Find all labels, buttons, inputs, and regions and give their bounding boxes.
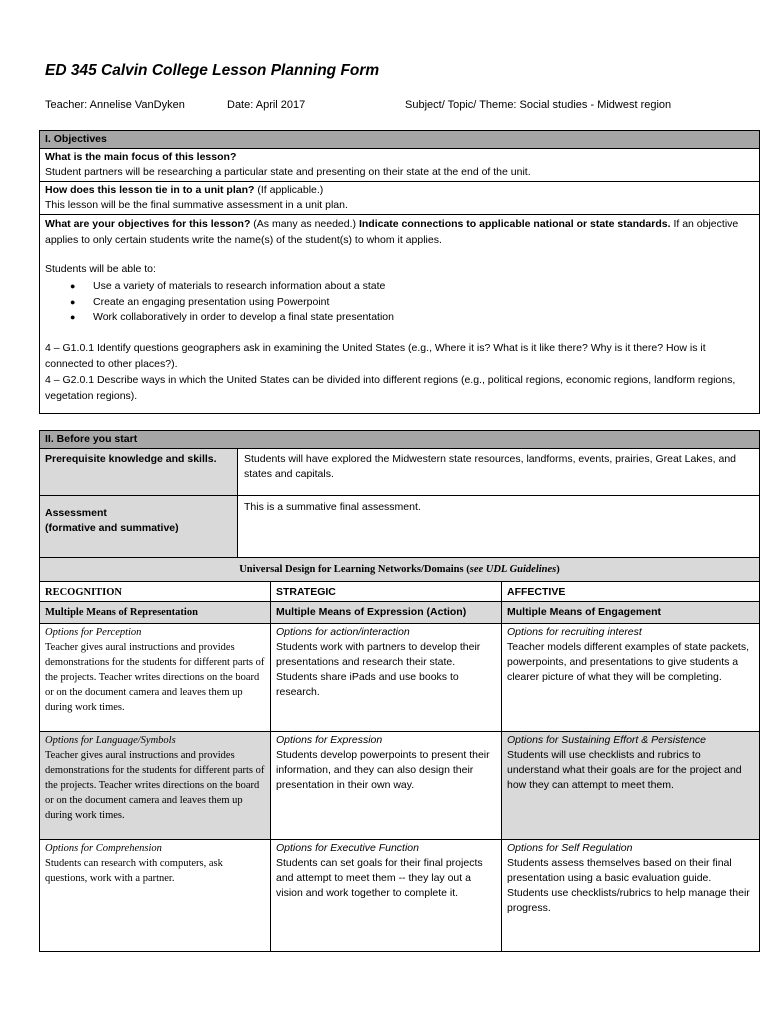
udl-cell-text: Students work with partners to develop their presentations and research their state. Students share iPads and use books to research.	[276, 641, 481, 698]
col-head-recognition: RECOGNITION	[40, 582, 271, 602]
udl-cell-label: Options for recruiting interest	[507, 626, 642, 638]
list-item: ● Work collaboratively in order to develop a final state presentation	[93, 310, 754, 326]
objectives-header: I. Objectives	[40, 131, 760, 149]
list-item: ● Create an engaging presentation using Powerpoint	[93, 295, 754, 311]
udl-cell-label: Options for Sustaining Effort & Persistence	[507, 734, 707, 746]
udl-cell-label: Options for Self Regulation	[507, 842, 633, 854]
udl-cell-text: Teacher gives aural instructions and provides demonstrations for the students for different parts of the projects. Teacher writes directions on the board or on the document camera and leaves them up during work times.	[45, 642, 265, 713]
assessment-text: This is a summative final assessment.	[238, 496, 760, 566]
before-table	[39, 430, 760, 566]
udl-cell-executive	[271, 840, 502, 952]
udl-table	[39, 557, 760, 952]
teacher-field: Teacher: Annelise VanDyken	[45, 99, 185, 111]
col-head-affective: AFFECTIVE	[502, 582, 760, 602]
col-sub-expression: Multiple Means of Expression (Action)	[271, 602, 502, 624]
list-item: ● Use a variety of materials to research information about a state	[93, 279, 754, 295]
before-header: II. Before you start	[40, 431, 760, 449]
unit-plan-note: (If applicable.)	[254, 184, 324, 196]
udl-cell-label: Options for Perception	[45, 627, 142, 638]
udl-cell-label: Options for Language/Symbols	[45, 735, 176, 746]
col-head-strategic: STRATEGIC	[271, 582, 502, 602]
objectives-cell	[40, 215, 760, 414]
objectives-instruction-tail: If an objective applies to only certain students write the name(s) of the student(s) to whom it applies.	[45, 218, 739, 246]
udl-cell-self-regulation	[502, 840, 760, 952]
objectives-table	[39, 130, 760, 414]
udl-guidelines-link[interactable]: see UDL Guidelines	[469, 564, 557, 575]
main-focus-question: What is the main focus of this lesson?	[45, 151, 237, 163]
objectives-question: What are your objectives for this lesson?	[45, 218, 251, 230]
udl-cell-action	[271, 624, 502, 732]
udl-cell-text: Teacher models different examples of state packets, powerpoints, and presentations to give students a clearer picture of what they will be completing.	[507, 641, 750, 683]
main-focus-cell	[40, 149, 760, 182]
prereq-text: Students will have explored the Midwestern state resources, landforms, events, prairies, Great Lakes, and states and capitals.	[238, 449, 760, 496]
udl-title	[40, 558, 760, 582]
udl-cell-label: Options for Expression	[276, 734, 383, 746]
col-sub-representation: Multiple Means of Representation	[40, 602, 271, 624]
unit-plan-cell	[40, 182, 760, 215]
objectives-note: (As many as needed.)	[250, 218, 359, 230]
udl-cell-text: Students assess themselves based on their final presentation using a basic evaluation guide. Students use checklists/rubrics to help manage their progress.	[507, 857, 750, 914]
objectives-list	[45, 279, 754, 326]
standards-instruction: Indicate connections to applicable national or state standards.	[358, 218, 671, 230]
udl-cell-text: Students can set goals for their final projects and attempt to meet them -- they lay out a vision and work together to complete it.	[276, 857, 483, 899]
udl-cell-text: Students can research with computers, ask questions, work with a partner.	[45, 858, 223, 884]
udl-title-close: )	[556, 564, 560, 575]
udl-title-text: Universal Design for Learning Networks/Domains (	[239, 564, 470, 575]
subject-field: Subject/ Topic/ Theme: Social studies - Midwest region	[405, 99, 672, 111]
assessment-label-line1: Assessment	[45, 507, 107, 519]
assessment-label	[40, 496, 238, 566]
assessment-label-line2: (formative and summative)	[45, 522, 179, 534]
udl-cell-text: Teacher gives aural instructions and provides demonstrations for the students for different parts of the projects. Teacher writes directions on the board or on the document camera and leaves them up during work times.	[45, 750, 265, 821]
udl-cell-comprehension	[40, 840, 271, 952]
udl-cell-label: Options for Comprehension	[45, 843, 162, 854]
swbat-label: Students will be able to:	[45, 263, 156, 275]
prereq-label: Prerequisite knowledge and skills.	[40, 449, 238, 496]
udl-cell-sustaining	[502, 732, 760, 840]
udl-cell-language	[40, 732, 271, 840]
udl-cell-text: Students will use checklists and rubrics to understand what their goals are for the project and how they can attempt to meet them.	[507, 749, 742, 791]
unit-plan-question: How does this lesson tie in to a unit plan?	[45, 184, 255, 196]
main-focus-answer: Student partners will be researching a particular state and presenting on their state at the end of the unit.	[45, 166, 531, 178]
udl-cell-text: Students develop powerpoints to present their information, and they can also design their presentation in their own way.	[276, 749, 490, 791]
form-title: ED 345 Calvin College Lesson Planning Form	[45, 62, 380, 79]
udl-cell-label: Options for Executive Function	[276, 842, 419, 854]
udl-cell-expression	[271, 732, 502, 840]
standard-g201: 4 – G2.0.1 Describe ways in which the United States can be divided into different regions (e.g., political regions, economic regions, landform regions, vegetation regions).	[45, 373, 736, 402]
udl-cell-recruiting	[502, 624, 760, 732]
udl-cell-label: Options for action/interaction	[276, 626, 410, 638]
date-field: Date: April 2017	[227, 99, 306, 111]
udl-cell-perception	[40, 624, 271, 732]
unit-plan-answer: This lesson will be the final summative assessment in a unit plan.	[45, 199, 348, 211]
standard-g101: 4 – G1.0.1 Identify questions geographers ask in examining the United States (e.g., Where it is? What is it like there? Why is it there? How is it connected to other places?).	[45, 341, 706, 370]
col-sub-engagement: Multiple Means of Engagement	[502, 602, 760, 624]
